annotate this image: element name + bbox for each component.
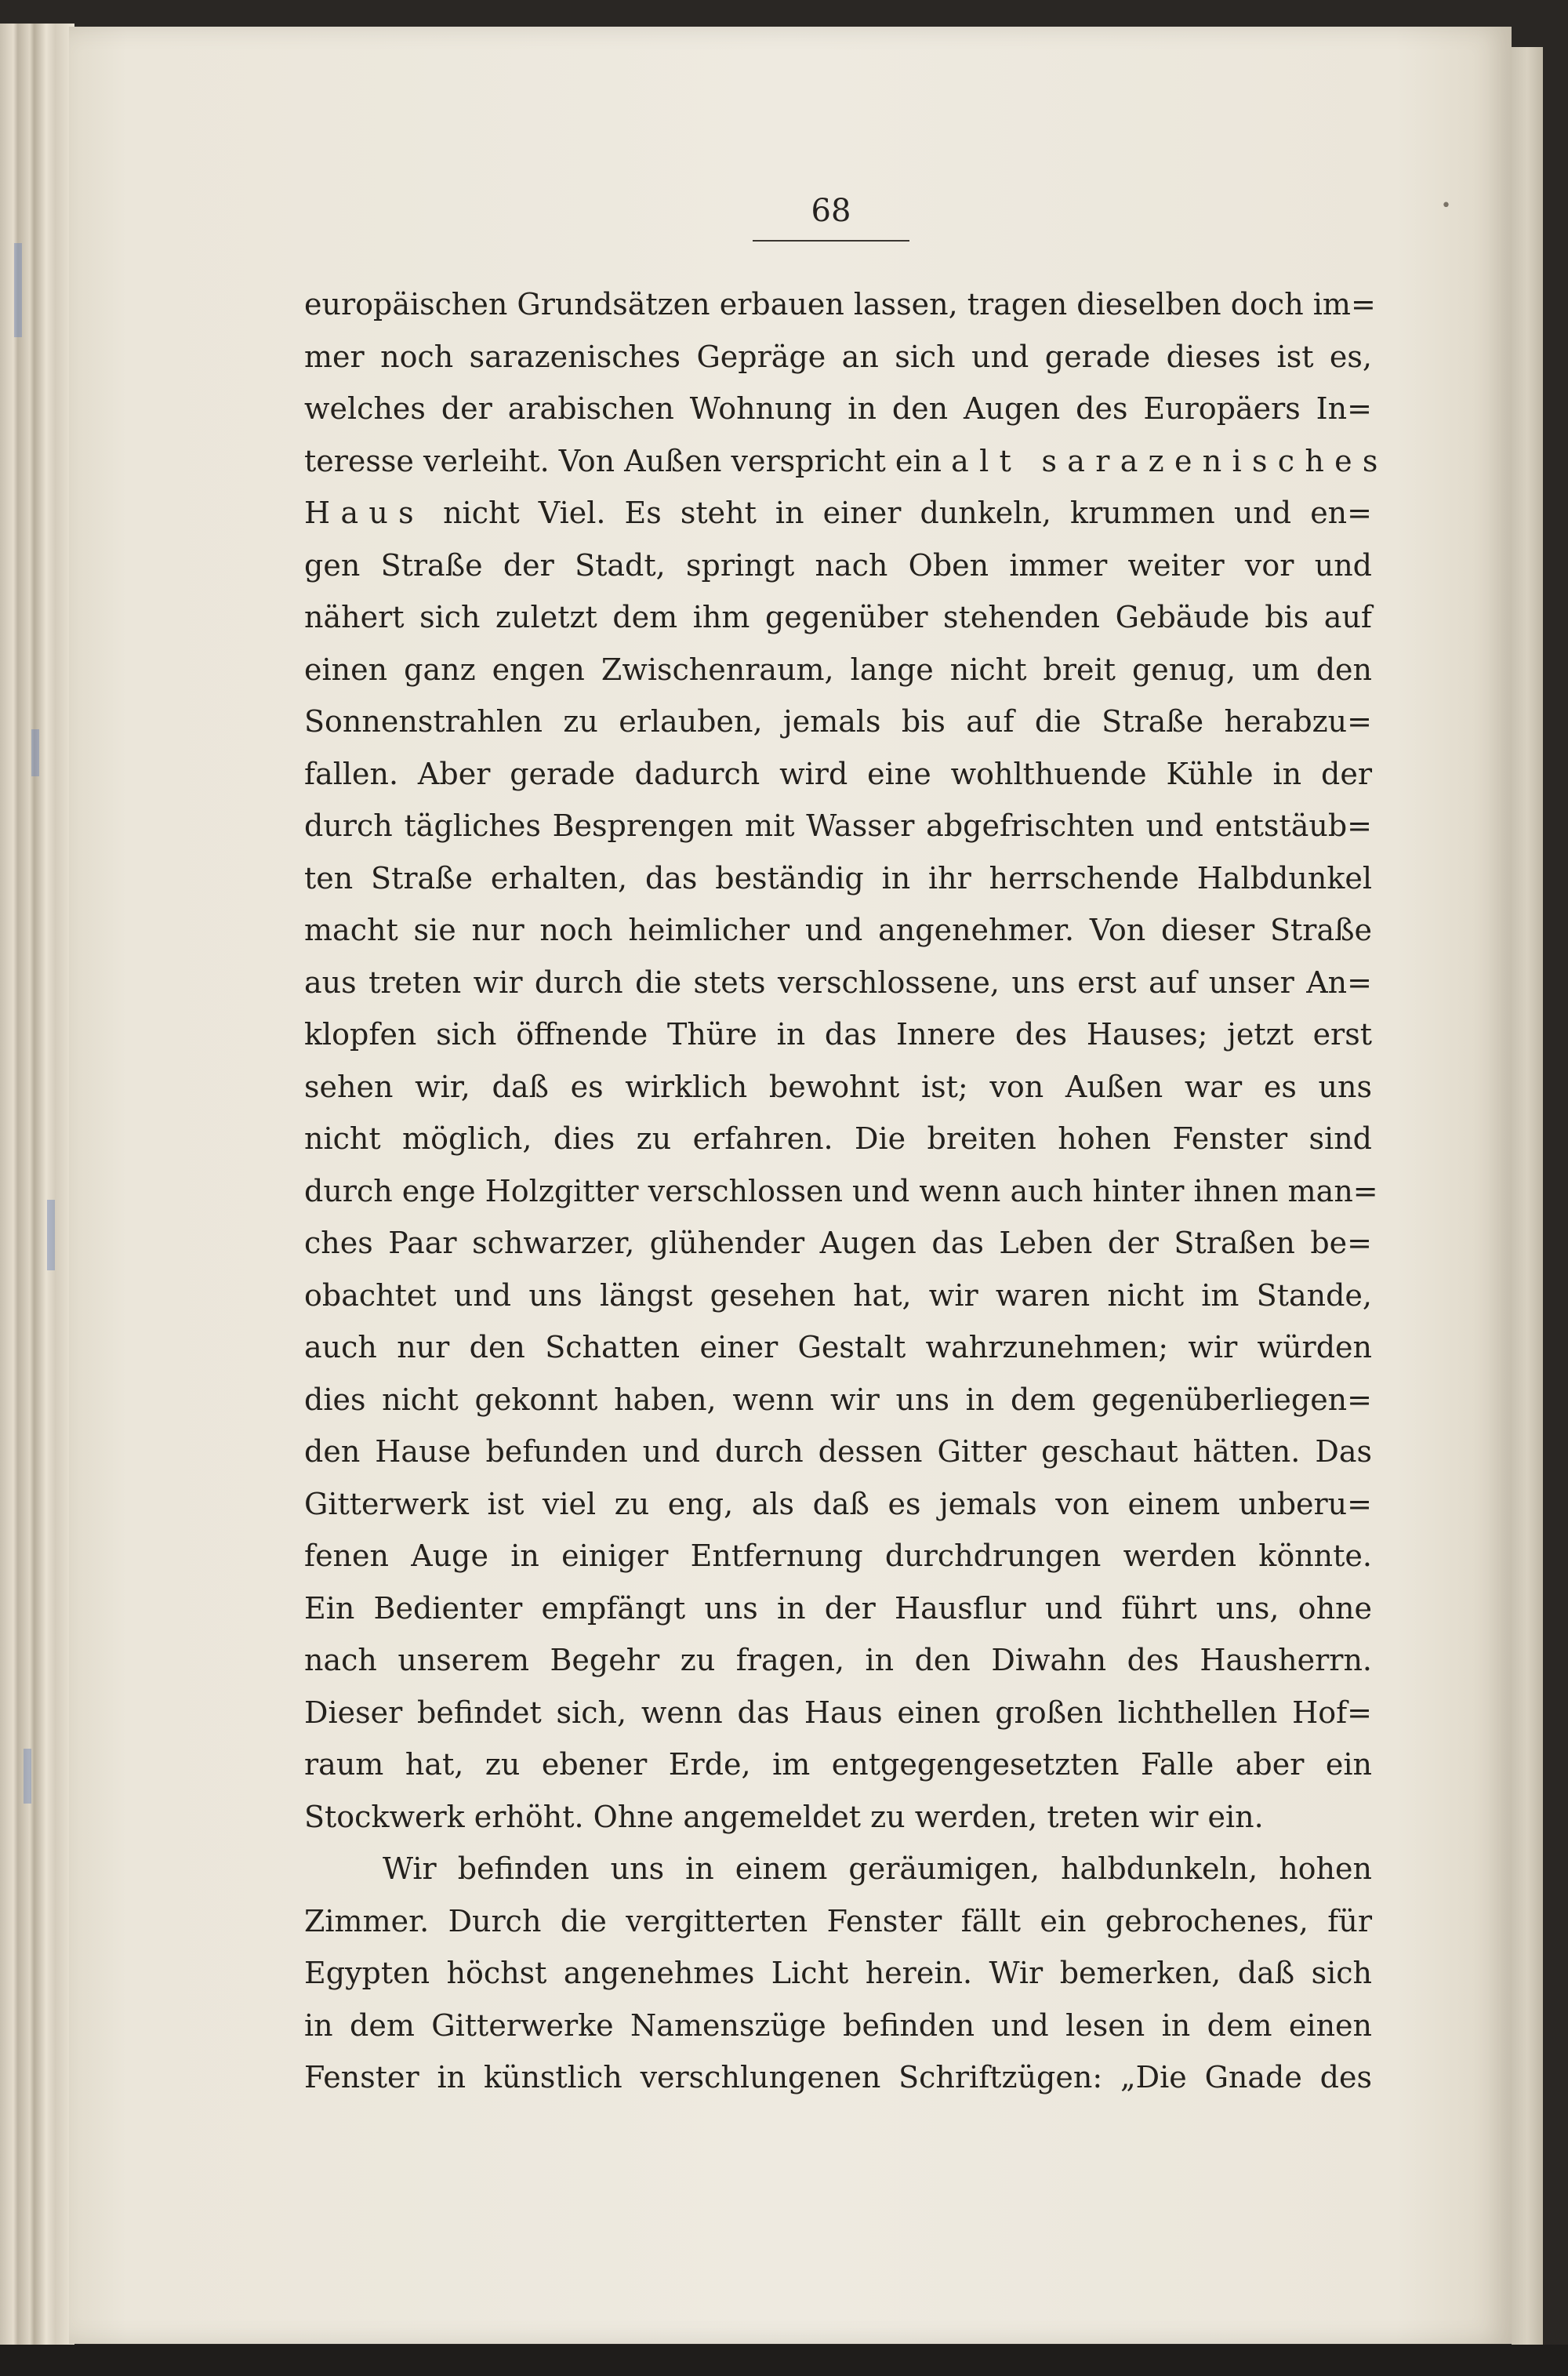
text-line: ten Straße erhalten, das beständig in ihr herrschende Halbdunkel — [304, 860, 1372, 896]
text-line: mer noch sarazenisches Gepräge an sich und gerade dieses ist es, — [304, 339, 1372, 374]
text-line: Gitterwerk ist viel zu eng, als daß es jemals von einem unberu= — [304, 1486, 1372, 1521]
text-line: ches Paar schwarzer, glühender Augen das Leben der Straßen be= — [304, 1226, 1372, 1260]
body-text — [304, 278, 1388, 2104]
text-line: gen Straße der Stadt, springt nach Oben immer weiter vor und — [304, 547, 1372, 583]
text-line: macht sie nur noch heimlicher und angenehmer. Von dieser Straße — [304, 913, 1372, 947]
text-line: Zimmer. Durch die vergitterten Fenster fällt ein gebrochenes, für — [304, 1903, 1372, 1938]
stack-tint-mark — [24, 1749, 31, 1804]
text-line — [304, 487, 1372, 540]
text-line: fallen. Aber gerade dadurch wird eine wohlthuende Kühle in der — [304, 756, 1372, 791]
spaced-emphasis: Haus — [304, 496, 424, 530]
stack-tint-mark — [31, 729, 39, 776]
text-line: nach unserem Begehr zu fragen, in den Diwahn des Hausherrn. — [304, 1643, 1372, 1677]
text-line: durch tägliches Besprengen mit Wasser abgefrischten und entstäub= — [304, 808, 1372, 843]
text-line: europäischen Grundsätzen erbauen lassen, tragen dieselben doch im= — [304, 287, 1376, 322]
text-line: den Hause befunden und durch dessen Gitter geschaut hätten. Das — [304, 1434, 1372, 1469]
text-line: sehen wir, daß es wirklich bewohnt ist; von Außen war es uns — [304, 1069, 1372, 1104]
text-line: fenen Auge in einiger Entfernung durchdrungen werden könnte. — [304, 1539, 1372, 1573]
text-line: Sonnenstrahlen zu erlauben, jemals bis auf die Straße herabzu= — [304, 704, 1372, 739]
corner-dot-mark: • — [1441, 196, 1451, 216]
text-line: welches der arabischen Wohnung in den Augen des Europäers In= — [304, 391, 1372, 426]
page-stack-edge — [0, 24, 74, 2345]
stack-tint-mark — [14, 243, 22, 337]
scan-bottom-band — [0, 2345, 1568, 2376]
text-line: nähert sich zuletzt dem ihm gegenüber stehenden Gebäude bis auf — [304, 600, 1372, 634]
text-line: in dem Gitterwerke Namenszüge befinden und lesen in dem einen — [304, 2007, 1372, 2043]
text-line: einen ganz engen Zwischenraum, lange nicht breit genug, um den — [304, 652, 1372, 687]
page-number: 68 — [811, 193, 851, 229]
stack-tint-mark — [47, 1200, 55, 1270]
text-line: klopfen sich öffnende Thüre in das Innere des Hauses; jetzt erst — [304, 1017, 1372, 1052]
text-line: Stockwerk erhöht. Ohne angemeldet zu werden, treten wir ein. — [304, 1799, 1264, 1834]
text-line: obachtet und uns längst gesehen hat, wir waren nicht im Stande, — [304, 1277, 1372, 1313]
text-line: nicht möglich, dies zu erfahren. Die breiten hohen Fenster sind — [304, 1121, 1372, 1156]
text-line: dies nicht gekonnt haben, wenn wir uns in dem gegenüberliegen= — [304, 1382, 1372, 1417]
text-line: raum hat, zu ebener Erde, im entgegengesetzten Falle aber ein — [304, 1747, 1372, 1782]
text-line: aus treten wir durch die stets verschlossene, uns erst auf unser An= — [304, 965, 1372, 1000]
text-line: Wir befinden uns in einem geräumigen, halbdunkeln, hohen — [383, 1851, 1372, 1886]
text-line: Egypten höchst angenehmes Licht herein. Wir bemerken, daß sich — [304, 1956, 1372, 1990]
text-line: Ein Bedienter empfängt uns in der Hausflur und führt uns, ohne — [304, 1590, 1372, 1626]
page-right-edge — [1512, 47, 1543, 2349]
text-line: Fenster in künstlich verschlungenen Schriftzügen: „Die Gnade des — [304, 2060, 1372, 2094]
text-line: Dieser befindet sich, wenn das Haus einen großen lichthellen Hof= — [304, 1695, 1372, 1730]
spaced-emphasis: alt sarazenisches — [951, 443, 1388, 478]
page-number-rule — [753, 240, 909, 242]
text-line: durch enge Holzgitter verschlossen und wenn auch hinter ihnen man= — [304, 1173, 1378, 1208]
line-text: nicht Viel. Es steht in einer dunkeln, krummen und en= — [443, 496, 1372, 530]
text-line — [304, 435, 1388, 488]
text-line: auch nur den Schatten einer Gestalt wahrzunehmen; wir würden — [304, 1330, 1372, 1364]
line-text: teresse verleiht. Von Außen verspricht ein — [304, 443, 942, 478]
